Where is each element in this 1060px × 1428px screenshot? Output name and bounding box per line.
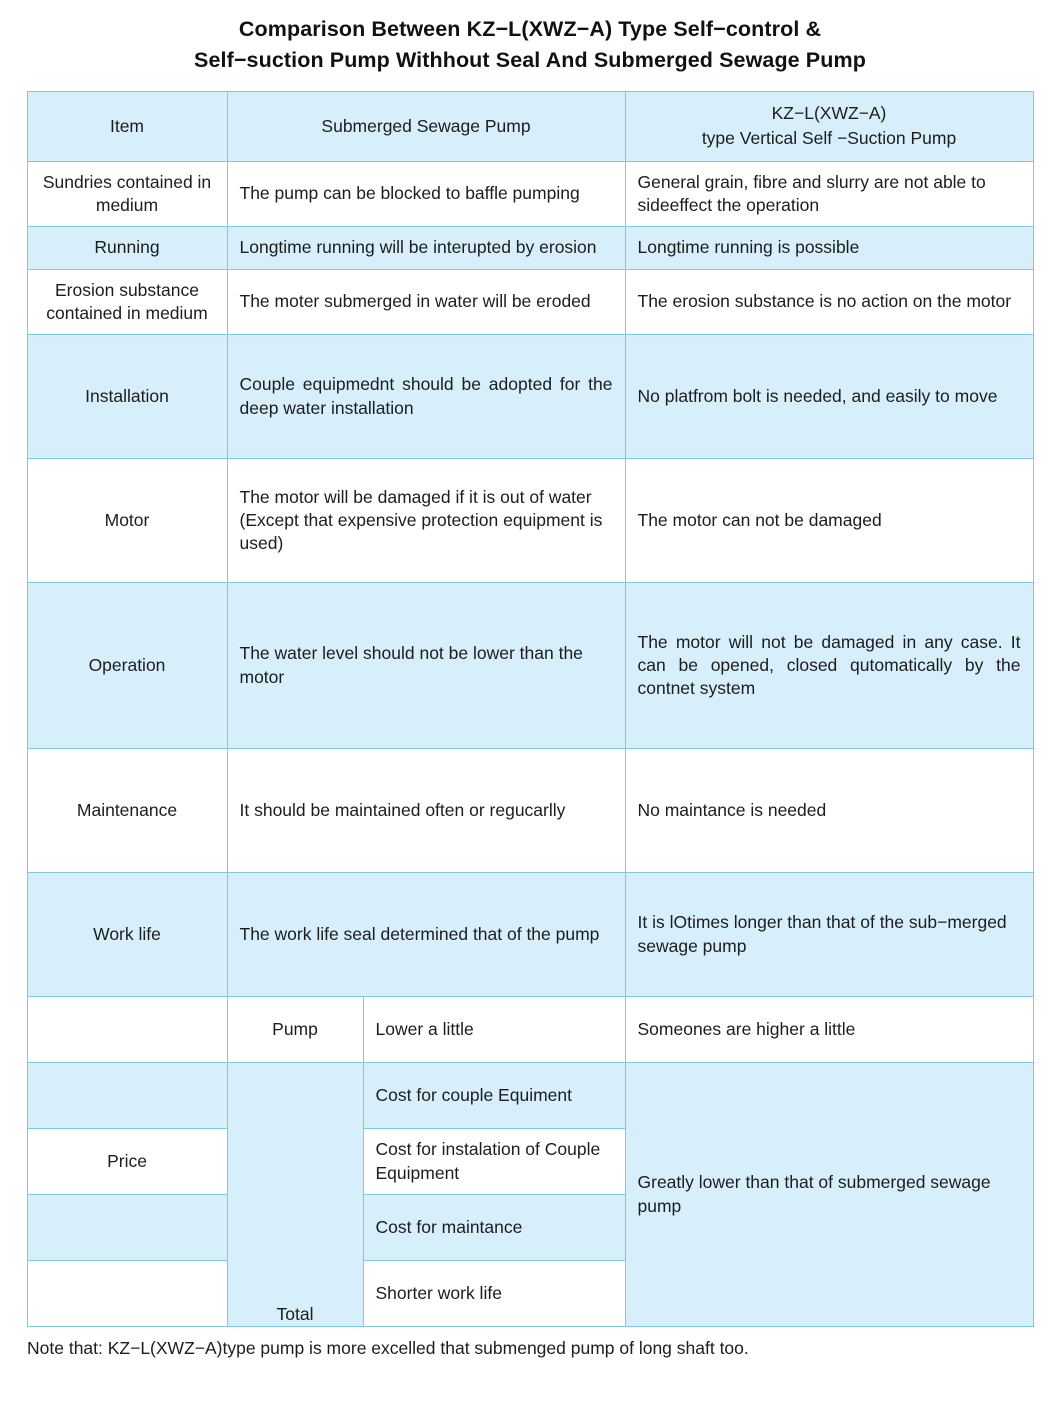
- table-row: [27, 161, 1033, 227]
- row-item-label: Motor: [27, 459, 227, 583]
- header-selfsuction-line-1: KZ−L(XWZ−A): [771, 103, 887, 124]
- row-selfsuction-value: No platfrom bolt is needed, and easily to move: [625, 335, 1033, 459]
- price-empty-cell: [27, 1195, 227, 1261]
- comparison-table: [27, 91, 1034, 1327]
- row-selfsuction-value: The motor can not be damaged: [625, 459, 1033, 583]
- row-selfsuction-value: General grain, fibre and slurry are not able to sideeffect the operation: [625, 161, 1033, 227]
- price-total-item: Cost for maintance: [363, 1195, 625, 1261]
- row-selfsuction-value: It is lOtimes longer than that of the sub−merged sewage pump: [625, 873, 1033, 997]
- row-selfsuction-value: The motor will not be damaged in any case. It can be opened, closed qutomatically by the contnet system: [625, 583, 1033, 749]
- page-title: [22, 14, 1038, 75]
- price-item-label: Price: [27, 1129, 227, 1195]
- row-item-label: Maintenance: [27, 749, 227, 873]
- price-total-label: Total: [276, 1303, 314, 1324]
- row-selfsuction-value: No maintance is needed: [625, 749, 1033, 873]
- price-total-item: Cost for couple Equiment: [363, 1063, 625, 1129]
- row-selfsuction-value: The erosion substance is no action on the motor: [625, 269, 1033, 335]
- row-submerged-value: Couple equipmednt should be adopted for the deep water installation: [227, 335, 625, 459]
- row-submerged-value: The motor will be damaged if it is out of water (Except that expensive protection equipment is used): [227, 459, 625, 583]
- header-selfsuction-line-2: type Vertical Self −Suction Pump: [701, 128, 957, 149]
- row-selfsuction-value: Longtime running is possible: [625, 227, 1033, 269]
- row-item-label: Work life: [27, 873, 227, 997]
- header-submerged: Submerged Sewage Pump: [227, 92, 625, 162]
- price-empty-cell: [27, 1063, 227, 1129]
- row-item-label: Sundries contained in medium: [27, 161, 227, 227]
- price-empty-cell: [27, 997, 227, 1063]
- row-submerged-value: It should be maintained often or regucarlly: [227, 749, 625, 873]
- table-row: [27, 873, 1033, 997]
- price-row-total-1: [27, 1063, 1033, 1129]
- price-pump-value: Lower a little: [363, 997, 625, 1063]
- price-row-pump: [27, 997, 1033, 1063]
- row-item-label: Operation: [27, 583, 227, 749]
- price-total-label-spacer: [227, 1063, 363, 1327]
- page-title-line-2: Self−suction Pump Withhout Seal And Submerged Sewage Pump: [194, 47, 866, 72]
- table-row: [27, 269, 1033, 335]
- table-note: Note that: KZ−L(XWZ−A)type pump is more excelled that submenged pump of long shaft too.: [27, 1338, 749, 1359]
- price-total-item: Shorter work life: [363, 1261, 625, 1327]
- table-row: [27, 583, 1033, 749]
- row-submerged-value: The moter submerged in water will be eroded: [227, 269, 625, 335]
- table-row: [27, 335, 1033, 459]
- table-row: [27, 459, 1033, 583]
- row-item-label: Running: [27, 227, 227, 269]
- row-item-label: Erosion substance contained in medium: [27, 269, 227, 335]
- price-pump-selfsuction: Someones are higher a little: [625, 997, 1033, 1063]
- price-total-item: Cost for instalation of Couple Equipment: [363, 1129, 625, 1195]
- price-total-selfsuction: Greatly lower than that of submerged sewage pump: [625, 1063, 1033, 1327]
- header-item: Item: [27, 92, 227, 162]
- table-header-row: [27, 92, 1033, 162]
- price-pump-label: Pump: [227, 997, 363, 1063]
- row-submerged-value: Longtime running will be interupted by erosion: [227, 227, 625, 269]
- header-selfsuction: [625, 92, 1033, 162]
- row-submerged-value: The work life seal determined that of the pump: [227, 873, 625, 997]
- table-row: [27, 227, 1033, 269]
- row-item-label: Installation: [27, 335, 227, 459]
- row-submerged-value: The pump can be blocked to baffle pumping: [227, 161, 625, 227]
- row-submerged-value: The water level should not be lower than the motor: [227, 583, 625, 749]
- table-row: [27, 749, 1033, 873]
- page-title-line-1: Comparison Between KZ−L(XWZ−A) Type Self−control &: [238, 17, 822, 41]
- price-empty-cell: [27, 1261, 227, 1327]
